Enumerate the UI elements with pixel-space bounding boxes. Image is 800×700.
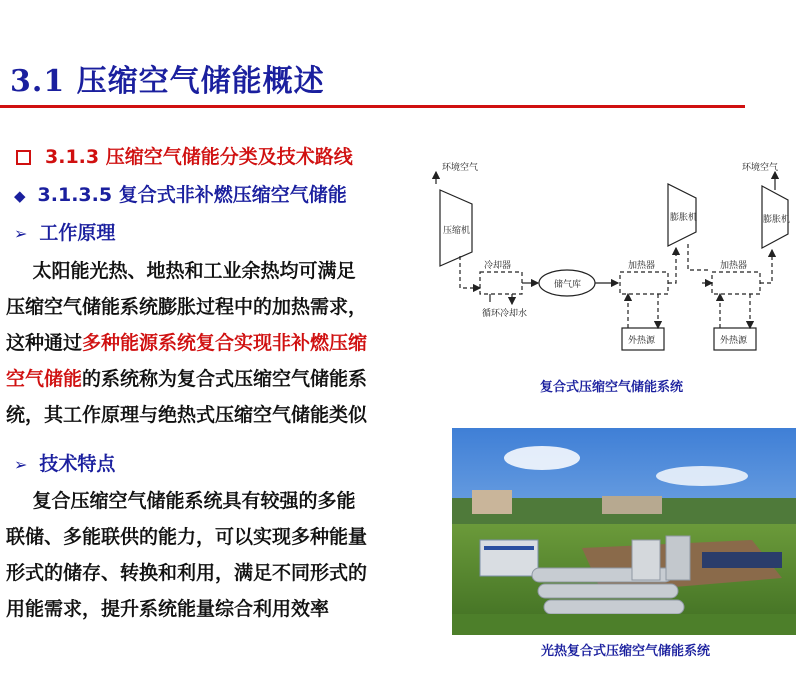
principle-paragraph [6,253,426,433]
section-heading [14,142,353,169]
ambient-air-right-label: 环境空气 [742,163,779,173]
heater-2-shape [712,272,760,294]
ambient-air-left-label: 环境空气 [442,163,479,173]
expander-2-label: 膨胀机 [763,215,791,225]
diagram-caption: 复合式压缩空气储能系统 [540,380,684,395]
cooler-shape [480,272,522,294]
principle-line-4 [6,361,426,397]
ext-heat-2-label: 外热源 [720,336,748,346]
page-title: 3.1 压缩空气储能概述 [10,64,325,99]
cooling-water-label: 循环冷却水 [482,309,528,319]
principle-line-3 [6,325,426,361]
principle-highlight-2: 空气储能 [6,368,83,390]
section-label: 3.1.3 压缩空气储能分类及技术路线 [45,146,353,168]
ext-heat-1-label: 外热源 [628,336,656,346]
principle-line-3-text: 这种通过 [6,332,83,354]
features-paragraph [6,483,426,627]
subsection-label: 3.1.3.5 复合式非补燃压缩空气储能 [37,184,347,206]
heater-1-label: 加热器 [628,261,656,271]
process-diagram [432,160,792,360]
heater-1-shape [620,272,668,294]
expander-1-label: 膨胀机 [670,213,698,223]
heater-2-label: 加热器 [720,261,748,271]
subsection-heading [14,180,347,207]
principle-line-1: 太阳能光热、地热和工业余热均可满足 [6,260,356,282]
features-line-2: 联储、多能联供的能力，可以实现多种能量 [6,526,368,548]
features-heading [14,449,115,476]
principle-heading [14,218,115,245]
cooler-label: 冷却器 [484,261,512,271]
title-divider [0,105,745,108]
photo-caption: 光热复合式压缩空气储能系统 [541,644,711,659]
features-line-4: 用能需求，提升系统能量综合利用效率 [6,598,330,620]
plant-photo [452,428,796,635]
principle-line-2: 压缩空气储能系统膨胀过程中的加热需求， [6,296,368,318]
square-bullet-icon [16,150,31,165]
principle-line-4-text: 的系统称为复合式压缩空气储能系 [82,368,368,390]
principle-line-5: 统，其工作原理与绝热式压缩空气储能类似 [6,404,368,426]
features-line-1: 复合压缩空气储能系统具有较强的多能 [6,490,356,512]
features-line-3: 形式的储存、转换和利用，满足不同形式的 [6,562,368,584]
features-heading-label: 技术特点 [39,453,116,475]
principle-heading-label: 工作原理 [39,222,116,244]
diamond-bullet-icon: ◆ [14,187,26,205]
arrow-bullet-icon: ➢ [14,224,28,243]
storage-label: 储气库 [554,280,582,290]
principle-highlight-1: 多种能源系统复合实现非补燃压缩 [82,332,368,354]
arrow-bullet-icon: ➢ [14,455,28,474]
compressor-label: 压缩机 [443,226,471,236]
